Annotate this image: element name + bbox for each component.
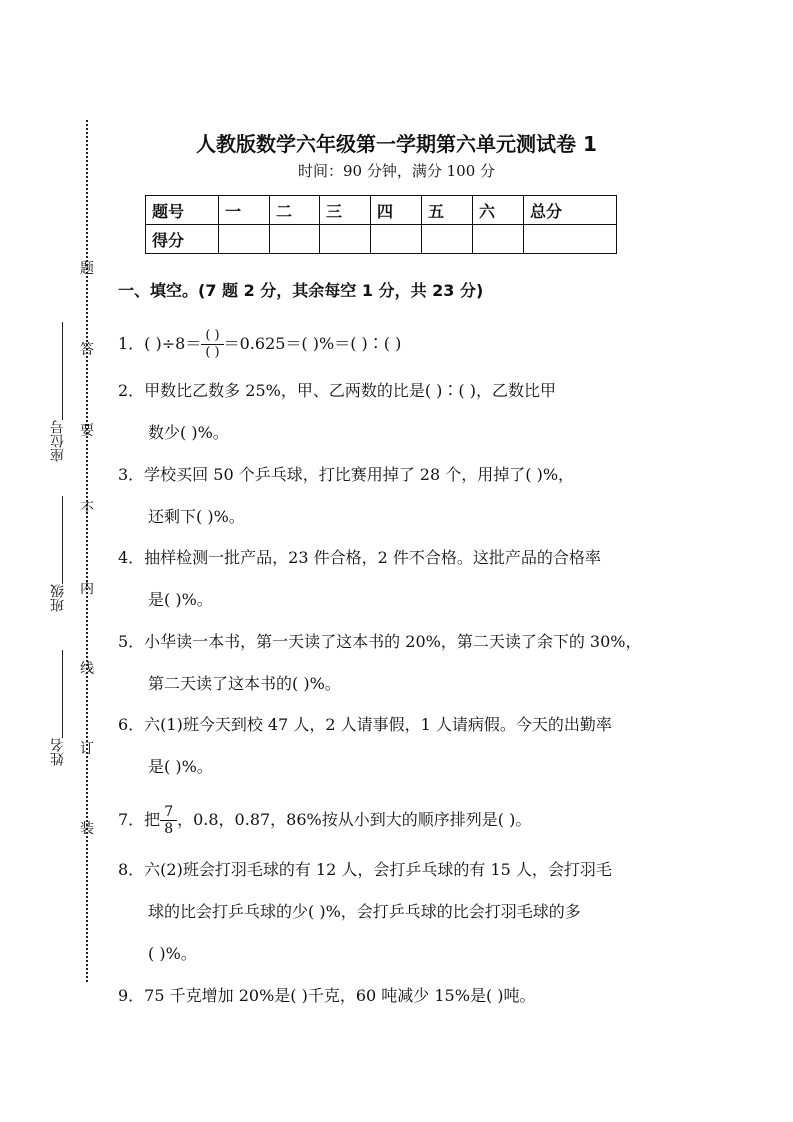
name-label: 姓名 [50, 738, 66, 766]
question-text: 8．六(2)班会打羽毛球的有 12 人，会打乒乓球的有 15 人，会打羽毛 [118, 860, 612, 879]
question-1-text-a: 1．( )÷8＝ [118, 334, 202, 353]
margin-notice-char: 不 [80, 501, 94, 517]
question-text: 是( )%。 [148, 757, 213, 776]
score-table-cell: 五 [422, 196, 473, 225]
exam-time-info: 时间：90 分钟，满分 100 分 [297, 162, 496, 180]
score-entry-cell[interactable] [524, 225, 617, 254]
score-table-cell: 题号 [146, 196, 219, 225]
margin-notice-char: 答 [80, 342, 94, 358]
margin-notice-char: 内 [80, 581, 94, 597]
question-text: 球的比会打乒乓球的少( )%，会打乒乓球的比会打羽毛球的多 [148, 902, 581, 921]
question-4-cont [118, 590, 213, 610]
score-entry-cell[interactable] [270, 225, 320, 254]
fraction [201, 328, 223, 361]
question-text: 2．甲数比乙数多 25%，甲、乙两数的比是( )∶( )，乙数比甲 [118, 381, 556, 400]
score-table-cell: 四 [371, 196, 422, 225]
question-7-text-b: ，0.8，0.87，86%按从小到大的顺序排列是( )。 [177, 810, 532, 829]
fraction-denominator: 8 [164, 821, 174, 837]
binding-dotted-line [86, 120, 88, 982]
question-text: 5．小华读一本书，第一天读了这本书的 20%，第二天读了余下的 30%， [118, 632, 642, 651]
question-3 [118, 465, 574, 485]
fraction-numerator: 7 [160, 804, 177, 821]
score-table-cell: 六 [473, 196, 524, 225]
score-entry-cell[interactable] [320, 225, 371, 254]
score-table-score-row [146, 225, 617, 254]
score-entry-cell[interactable] [422, 225, 473, 254]
class-label: 班级 [50, 584, 66, 612]
name-rule [62, 650, 63, 738]
question-8 [118, 860, 612, 880]
question-5-cont [118, 674, 341, 694]
class-rule [62, 496, 63, 584]
section-heading: 一、填空。(7 题 2 分，其余每空 1 分，共 23 分) [118, 281, 484, 300]
question-text: 6．六(1)班今天到校 47 人，2 人请事假，1 人请病假。今天的出勤率 [118, 715, 612, 734]
score-table-cell: 总分 [524, 196, 617, 225]
score-table-cell: 三 [320, 196, 371, 225]
question-2 [118, 381, 556, 401]
question-7-text-a: 7．把 [118, 810, 161, 829]
seat-number-label: 座位号 [50, 420, 66, 462]
question-text: 数少( )%。 [148, 423, 229, 442]
score-entry-cell[interactable] [473, 225, 524, 254]
score-table-cell: 二 [270, 196, 320, 225]
question-text: ( )%。 [148, 944, 197, 963]
margin-notice-char: 要 [80, 423, 94, 439]
question-text: 第二天读了这本书的( )%。 [148, 674, 341, 693]
margin-notice-char: 题 [80, 261, 94, 277]
fraction [160, 804, 177, 837]
question-6 [118, 715, 612, 735]
question-text: 3．学校买回 50 个乒乓球，打比赛用掉了 28 个，用掉了( )%， [118, 465, 575, 484]
question-9 [118, 986, 536, 1006]
fraction-denominator: ( ) [205, 345, 220, 360]
page-title: 人教版数学六年级第一学期第六单元测试卷 1 [196, 132, 597, 156]
margin-notice-char: 装 [80, 821, 94, 837]
question-text: 9．75 千克增加 20%是( )千克，60 吨减少 15%是( )吨。 [118, 986, 536, 1005]
question-3-cont [118, 507, 245, 527]
question-text: 是( )%。 [148, 590, 213, 609]
question-4 [118, 548, 601, 568]
score-table-cell: 一 [219, 196, 270, 225]
question-1 [118, 328, 401, 361]
margin-notice-char: 线 [80, 661, 94, 677]
score-entry-cell[interactable] [371, 225, 422, 254]
question-7 [118, 804, 531, 837]
question-text: 4．抽样检测一批产品，23 件合格，2 件不合格。这批产品的合格率 [118, 548, 601, 567]
question-5 [118, 632, 641, 652]
margin-notice-char: 订 [80, 741, 94, 757]
seat-number-rule [62, 322, 63, 420]
score-table-cell: 得分 [146, 225, 219, 254]
score-table-header-row [146, 196, 617, 225]
question-text: 还剩下( )%。 [148, 507, 245, 526]
question-1-text-b: ＝0.625＝( )%＝( )∶( ) [223, 334, 402, 353]
question-8-cont [118, 902, 581, 922]
question-2-cont [118, 423, 229, 443]
score-table [145, 195, 617, 254]
question-8-cont2 [118, 944, 197, 964]
question-6-cont [118, 757, 213, 777]
fraction-numerator: ( ) [201, 328, 223, 345]
score-entry-cell[interactable] [219, 225, 270, 254]
